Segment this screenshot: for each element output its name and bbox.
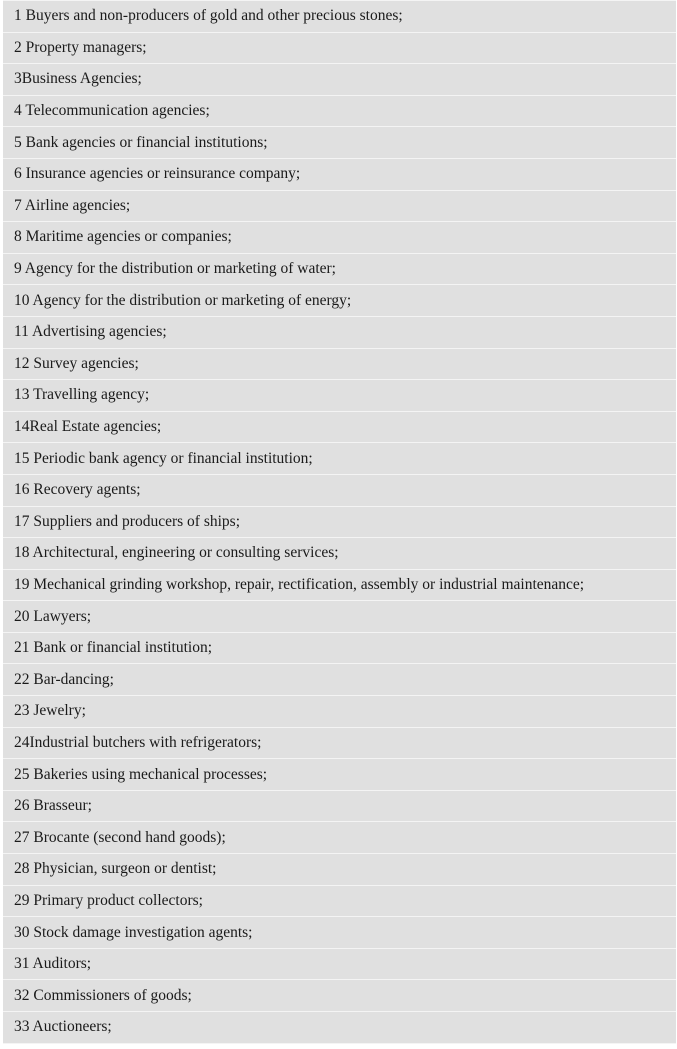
list-item-text: 4 Telecommunication agencies; [3, 95, 676, 127]
list-item [3, 948, 676, 980]
list-item [3, 285, 676, 317]
list-item [3, 632, 676, 664]
list-item-text: 33 Auctioneers; [3, 1012, 676, 1044]
list-item-text: 5 Bank agencies or financial institutions; [3, 127, 676, 159]
list-item [3, 411, 676, 443]
list-item [3, 885, 676, 917]
list-item [3, 759, 676, 791]
list-item-text: 12 Survey agencies; [3, 348, 676, 380]
activity-list-table [3, 0, 676, 1044]
list-item-text: 19 Mechanical grinding workshop, repair, rectification, assembly or industrial maintenance; [3, 569, 676, 601]
list-item [3, 854, 676, 886]
list-item-text: 13 Travelling agency; [3, 380, 676, 412]
list-item-text: 11 Advertising agencies; [3, 316, 676, 348]
list-item [3, 158, 676, 190]
list-item-text: 28 Physician, surgeon or dentist; [3, 854, 676, 886]
list-item-text: 14Real Estate agencies; [3, 411, 676, 443]
list-item [3, 917, 676, 949]
list-item-text: 17 Suppliers and producers of ships; [3, 506, 676, 538]
list-item [3, 569, 676, 601]
list-item-text: 8 Maritime agencies or companies; [3, 222, 676, 254]
list-item-text: 1 Buyers and non-producers of gold and other precious stones; [3, 1, 676, 33]
list-item-text: 16 Recovery agents; [3, 474, 676, 506]
list-item [3, 1, 676, 33]
list-item-text: 3Business Agencies; [3, 64, 676, 96]
list-item-text: 29 Primary product collectors; [3, 885, 676, 917]
list-item-text: 10 Agency for the distribution or marketing of energy; [3, 285, 676, 317]
list-item [3, 727, 676, 759]
list-item-text: 22 Bar-dancing; [3, 664, 676, 696]
list-item [3, 443, 676, 475]
list-item [3, 474, 676, 506]
list-item-text: 26 Brasseur; [3, 790, 676, 822]
list-item-text: 7 Airline agencies; [3, 190, 676, 222]
list-item-text: 31 Auditors; [3, 948, 676, 980]
list-item [3, 380, 676, 412]
list-item [3, 316, 676, 348]
list-item [3, 1012, 676, 1044]
list-item [3, 222, 676, 254]
list-item-text: 21 Bank or financial institution; [3, 632, 676, 664]
list-item [3, 822, 676, 854]
list-item [3, 696, 676, 728]
list-item [3, 253, 676, 285]
list-item [3, 538, 676, 570]
list-item-text: 6 Insurance agencies or reinsurance company; [3, 158, 676, 190]
list-item-text: 15 Periodic bank agency or financial institution; [3, 443, 676, 475]
list-item [3, 64, 676, 96]
list-item-text: 20 Lawyers; [3, 601, 676, 633]
list-item-text: 9 Agency for the distribution or marketing of water; [3, 253, 676, 285]
list-item [3, 32, 676, 64]
list-item-text: 30 Stock damage investigation agents; [3, 917, 676, 949]
list-item-text: 25 Bakeries using mechanical processes; [3, 759, 676, 791]
list-item [3, 601, 676, 633]
list-item-text: 2 Property managers; [3, 32, 676, 64]
activity-list-body [3, 1, 676, 1044]
list-item-text: 18 Architectural, engineering or consulting services; [3, 538, 676, 570]
list-item [3, 348, 676, 380]
list-item [3, 664, 676, 696]
list-item-text: 24Industrial butchers with refrigerators; [3, 727, 676, 759]
list-item [3, 980, 676, 1012]
list-item [3, 95, 676, 127]
list-item [3, 506, 676, 538]
list-item [3, 190, 676, 222]
list-item-text: 23 Jewelry; [3, 696, 676, 728]
list-item [3, 127, 676, 159]
list-item [3, 790, 676, 822]
list-item-text: 32 Commissioners of goods; [3, 980, 676, 1012]
list-item-text: 27 Brocante (second hand goods); [3, 822, 676, 854]
